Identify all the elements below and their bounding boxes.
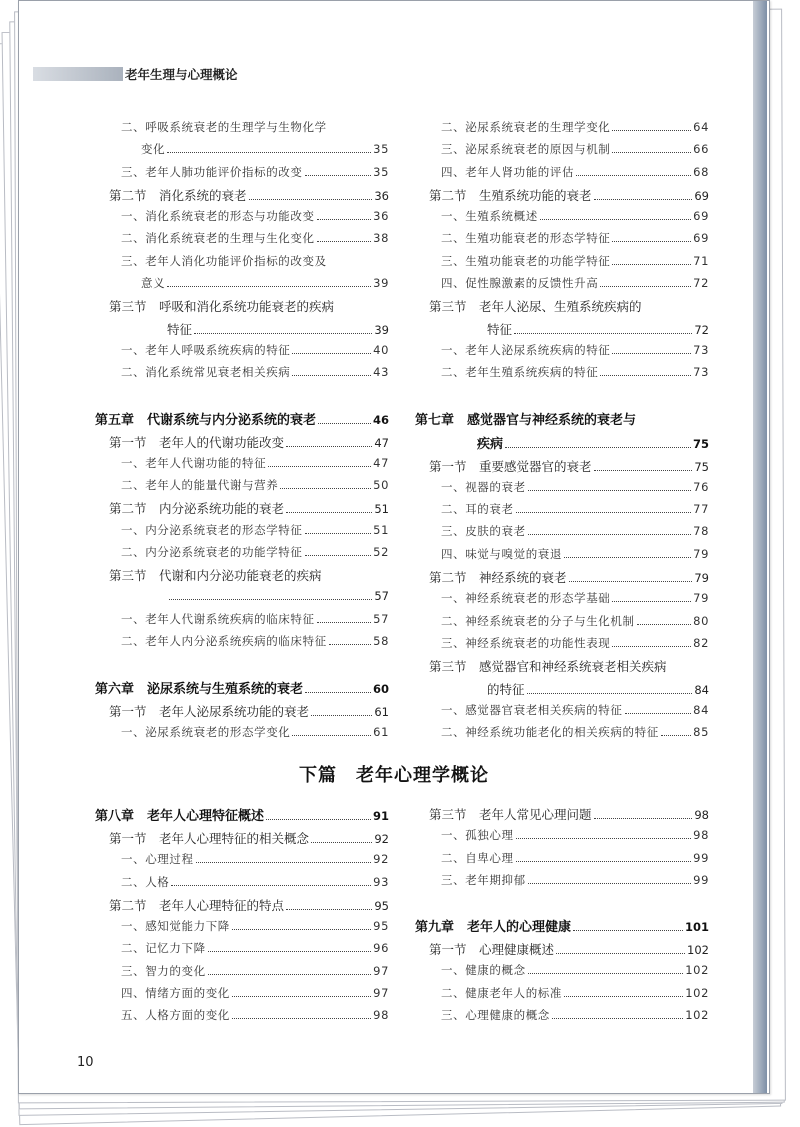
toc-entry-title: 三、老年人消化功能评价指标的改变及 bbox=[121, 253, 327, 268]
toc-page-number: 102 bbox=[685, 963, 709, 978]
toc-page-number: 43 bbox=[373, 365, 389, 380]
toc-page-number: 80 bbox=[693, 613, 709, 628]
toc-section-entry[interactable] bbox=[415, 457, 709, 479]
toc-entry-title: 第三节 老年人常见心理问题 bbox=[429, 807, 592, 822]
toc-leader-dots bbox=[305, 555, 372, 556]
page-number: 10 bbox=[77, 1055, 94, 1070]
toc-leader-dots bbox=[286, 446, 372, 447]
toc-leader-dots bbox=[171, 885, 371, 886]
toc-leader-dots bbox=[661, 735, 691, 736]
toc-item-entry[interactable] bbox=[415, 364, 709, 386]
toc-entry-title: 第三节 老年人泌尿、生殖系统疾病的 bbox=[429, 299, 642, 315]
toc-page-number: 84 bbox=[694, 682, 709, 697]
toc-item-entry[interactable] bbox=[95, 275, 389, 297]
book-page bbox=[18, 0, 770, 1094]
toc-item-entry[interactable] bbox=[415, 523, 709, 545]
toc-entry-title: 第二节 内分泌系统功能的衰老 bbox=[109, 501, 285, 517]
toc-item-entry[interactable] bbox=[415, 253, 709, 275]
toc-page-number: 60 bbox=[372, 681, 389, 696]
toc-page-number: 98 bbox=[693, 828, 709, 843]
toc-leader-dots bbox=[612, 353, 691, 354]
toc-entry-title: 二、神经系统衰老的分子与生化机制 bbox=[441, 613, 635, 628]
toc-page-number: 84 bbox=[693, 702, 709, 717]
toc-page-number: 91 bbox=[372, 809, 389, 823]
toc-leader-dots bbox=[527, 693, 693, 694]
toc-entry-title: 二、老年人的能量代谢与营养 bbox=[121, 478, 279, 493]
toc-section-entry[interactable] bbox=[95, 589, 389, 611]
toc-entry-title: 的特征 bbox=[487, 681, 525, 697]
toc-leader-dots bbox=[232, 996, 371, 997]
toc-entry-title: 第三节 感觉器官和神经系统衰老相关疾病 bbox=[429, 659, 667, 675]
toc-section-entry[interactable] bbox=[95, 702, 389, 724]
toc-leader-dots bbox=[292, 735, 371, 736]
toc-leader-dots bbox=[305, 692, 371, 693]
toc-leader-dots bbox=[612, 646, 691, 647]
toc-leader-dots bbox=[169, 599, 372, 600]
toc-page-number: 39 bbox=[374, 322, 389, 337]
toc-section-entry[interactable] bbox=[415, 186, 709, 208]
toc-entry-title: 特征 bbox=[167, 321, 193, 337]
toc-leader-dots bbox=[573, 930, 683, 931]
toc-leader-dots bbox=[280, 488, 371, 489]
toc-leader-dots bbox=[317, 241, 372, 242]
toc-item-entry[interactable] bbox=[95, 985, 389, 1007]
toc-item-entry[interactable] bbox=[95, 208, 389, 230]
toc-entry-title: 第一节 重要感觉器官的衰老 bbox=[429, 458, 592, 474]
toc-chapter-entry[interactable] bbox=[95, 805, 389, 829]
toc-item-entry[interactable] bbox=[415, 141, 709, 163]
toc-page-number: 68 bbox=[693, 164, 709, 179]
toc-page-number: 76 bbox=[693, 479, 709, 494]
toc-entry-title: 第二节 生殖系统功能的衰老 bbox=[429, 187, 592, 203]
toc-chapter-entry[interactable] bbox=[415, 916, 709, 940]
toc-leader-dots bbox=[505, 447, 691, 448]
toc-page-number: 95 bbox=[374, 898, 389, 913]
toc-leader-dots bbox=[317, 622, 372, 623]
toc-item-entry[interactable] bbox=[95, 611, 389, 633]
toc-entry-title: 第三节 代谢和内分泌功能衰老的疾病 bbox=[109, 568, 322, 584]
toc-gap bbox=[95, 387, 389, 409]
toc-page-number: 78 bbox=[693, 524, 709, 539]
toc-page-number: 85 bbox=[693, 725, 709, 740]
toc-entry-title: 一、生殖系统概述 bbox=[441, 209, 538, 224]
toc-item-entry[interactable] bbox=[415, 164, 709, 186]
toc-entry-title: 第一节 心理健康概述 bbox=[429, 942, 555, 958]
toc-item-entry[interactable] bbox=[415, 1007, 709, 1029]
toc-leader-dots bbox=[625, 713, 692, 714]
toc-item-entry[interactable] bbox=[415, 850, 709, 872]
toc-entry-title: 一、老年人代谢功能的特征 bbox=[121, 455, 267, 470]
toc-entry-title: 一、孤独心理 bbox=[441, 828, 514, 843]
toc-entry-title: 三、智力的变化 bbox=[121, 963, 206, 978]
toc-item-entry[interactable] bbox=[415, 501, 709, 523]
toc-page-number: 98 bbox=[694, 808, 709, 822]
toc-item-entry[interactable] bbox=[415, 275, 709, 297]
toc-leader-dots bbox=[540, 219, 691, 220]
toc-page-number: 50 bbox=[373, 478, 389, 493]
toc-item-entry[interactable] bbox=[95, 851, 389, 873]
toc-leader-dots bbox=[292, 353, 371, 354]
toc-page-number: 66 bbox=[693, 142, 709, 157]
toc-page-number: 35 bbox=[373, 142, 389, 157]
toc-leader-dots bbox=[318, 423, 371, 424]
toc-item-entry[interactable] bbox=[95, 230, 389, 252]
toc-page-number: 47 bbox=[374, 435, 389, 450]
toc-entry-title: 二、自卑心理 bbox=[441, 850, 514, 865]
toc-page-number: 97 bbox=[373, 986, 389, 1001]
toc-entry-title: 二、耳的衰老 bbox=[441, 502, 514, 517]
toc-leader-dots bbox=[612, 152, 691, 153]
toc-page-number: 92 bbox=[374, 832, 389, 846]
toc-leader-dots bbox=[528, 490, 691, 491]
toc-column-lower-left bbox=[95, 805, 389, 1030]
toc-leader-dots bbox=[266, 819, 371, 820]
toc-entry-title: 二、记忆力下降 bbox=[121, 941, 206, 956]
toc-leader-dots bbox=[637, 624, 692, 625]
toc-page-number: 64 bbox=[693, 120, 709, 134]
toc-chapter-entry[interactable] bbox=[95, 409, 389, 433]
toc-entry-title: 一、老年人呼吸系统疾病的特征 bbox=[121, 342, 291, 357]
toc-entry-title: 第八章 老年人心理特征概述 bbox=[95, 809, 265, 824]
toc-entry-title: 二、消化系统衰老的生理与生化变化 bbox=[121, 231, 315, 246]
toc-item-entry[interactable] bbox=[95, 940, 389, 962]
toc-entry-title: 第九章 老年人的心理健康 bbox=[415, 920, 572, 936]
toc-section-entry[interactable] bbox=[95, 829, 389, 851]
toc-page-number: 93 bbox=[373, 874, 389, 889]
toc-entry-title: 一、健康的概念 bbox=[441, 963, 526, 978]
toc-item-entry[interactable] bbox=[95, 141, 389, 163]
toc-leader-dots bbox=[194, 333, 372, 334]
toc-chapter-entry[interactable] bbox=[415, 433, 709, 457]
toc-entry-title: 二、老年生殖系统疾病的特征 bbox=[441, 365, 599, 380]
toc-chapter-entry[interactable] bbox=[415, 409, 709, 433]
toc-gap bbox=[415, 387, 709, 409]
toc-item-entry[interactable] bbox=[415, 702, 709, 724]
toc-entry-title: 疾病 bbox=[477, 436, 504, 452]
toc-page-number: 51 bbox=[373, 522, 389, 537]
toc-entry-title: 二、泌尿系统衰老的生理学变化 bbox=[441, 120, 611, 134]
toc-page-number: 69 bbox=[694, 188, 709, 203]
toc-leader-dots bbox=[612, 241, 691, 242]
toc-page-number: 98 bbox=[373, 1008, 389, 1023]
toc-entry-title: 五、人格方面的变化 bbox=[121, 1008, 230, 1023]
toc-page-number: 79 bbox=[694, 571, 709, 586]
toc-leader-dots bbox=[594, 818, 693, 819]
toc-leader-dots bbox=[552, 1018, 683, 1019]
toc-page-number: 79 bbox=[693, 546, 709, 561]
toc-entry-title: 一、内分泌系统衰老的形态学特征 bbox=[121, 522, 303, 537]
toc-entry-title: 第二节 老年人心理特征的特点 bbox=[109, 897, 285, 913]
toc-entry-title: 一、视器的衰老 bbox=[441, 479, 526, 494]
toc-page-number: 97 bbox=[373, 963, 389, 978]
toc-entry-title: 一、消化系统衰老的形态与功能改变 bbox=[121, 209, 315, 224]
toc-section-entry[interactable] bbox=[95, 297, 389, 319]
toc-page-number: 73 bbox=[693, 365, 709, 380]
toc-entry-title: 一、老年人代谢系统疾病的临床特征 bbox=[121, 611, 315, 626]
toc-page-number: 99 bbox=[693, 850, 709, 865]
toc-item-entry[interactable] bbox=[415, 479, 709, 501]
toc-entry-title: 二、消化系统常见衰老相关疾病 bbox=[121, 365, 291, 380]
toc-page-number: 102 bbox=[687, 943, 709, 958]
toc-entry-title: 第一节 老年人泌尿系统功能的衰老 bbox=[109, 703, 310, 719]
toc-entry-title: 四、情绪方面的变化 bbox=[121, 986, 230, 1001]
toc-leader-dots bbox=[514, 333, 692, 334]
toc-entry-title: 第一节 老年人的代谢功能改变 bbox=[109, 434, 285, 450]
toc-item-entry[interactable] bbox=[95, 633, 389, 655]
toc-leader-dots bbox=[569, 581, 693, 582]
toc-item-entry[interactable] bbox=[95, 724, 389, 746]
toc-page-number: 95 bbox=[373, 919, 389, 934]
toc-section-entry[interactable] bbox=[415, 805, 709, 827]
toc-leader-dots bbox=[564, 996, 683, 997]
toc-page-number: 82 bbox=[693, 635, 709, 650]
toc-entry-title: 二、生殖功能衰老的形态学特征 bbox=[441, 231, 611, 246]
toc-section-entry[interactable] bbox=[95, 566, 389, 588]
toc-page-number: 92 bbox=[373, 852, 389, 867]
toc-page-number: 102 bbox=[685, 985, 709, 1000]
toc-section-entry[interactable] bbox=[95, 499, 389, 521]
toc-item-entry[interactable] bbox=[95, 119, 389, 141]
toc-item-entry[interactable] bbox=[415, 230, 709, 252]
toc-leader-dots bbox=[249, 199, 373, 200]
toc-entry-title: 第七章 感觉器官与神经系统的衰老与 bbox=[415, 412, 637, 428]
toc-leader-dots bbox=[167, 286, 371, 287]
toc-page-number: 52 bbox=[373, 545, 389, 560]
running-header-title: 老年生理与心理概论 bbox=[125, 67, 238, 82]
toc-page-number: 79 bbox=[693, 591, 709, 606]
toc-leader-dots bbox=[612, 601, 691, 602]
toc-leader-dots bbox=[286, 512, 372, 513]
toc-item-entry[interactable] bbox=[415, 985, 709, 1007]
toc-item-entry[interactable] bbox=[415, 342, 709, 364]
toc-entry-title: 三、泌尿系统衰老的原因与机制 bbox=[441, 142, 611, 157]
toc-page-number: 39 bbox=[373, 276, 389, 291]
toc-entry-title: 一、老年人泌尿系统疾病的特征 bbox=[441, 342, 611, 357]
toc-item-entry[interactable] bbox=[415, 635, 709, 657]
toc-entry-title: 二、人格 bbox=[121, 874, 170, 889]
toc-leader-dots bbox=[292, 375, 371, 376]
toc-entry-title: 第五章 代谢系统与内分泌系统的衰老 bbox=[95, 412, 317, 428]
toc-page-number: 61 bbox=[373, 724, 389, 739]
toc-page-number: 72 bbox=[693, 276, 709, 291]
toc-leader-dots bbox=[594, 470, 693, 471]
toc-leader-dots bbox=[208, 974, 371, 975]
toc-leader-dots bbox=[576, 175, 691, 176]
toc-entry-title: 变化 bbox=[141, 142, 166, 157]
toc-page-number: 57 bbox=[373, 611, 389, 626]
toc-section-entry[interactable] bbox=[95, 186, 389, 208]
toc-page-number: 47 bbox=[373, 455, 389, 470]
header-decoration-bar bbox=[33, 67, 123, 81]
toc-page-number: 36 bbox=[374, 188, 389, 203]
toc-item-entry[interactable] bbox=[415, 724, 709, 746]
toc-column-lower-right bbox=[415, 805, 709, 1029]
toc-leader-dots bbox=[232, 929, 371, 930]
toc-entry-title: 第一节 老年人心理特征的相关概念 bbox=[109, 831, 310, 846]
toc-leader-dots bbox=[600, 286, 691, 287]
toc-section-entry[interactable] bbox=[415, 568, 709, 590]
toc-section-entry[interactable] bbox=[415, 320, 709, 342]
toc-entry-title: 二、健康老年人的标准 bbox=[441, 985, 562, 1000]
toc-entry-title: 第二节 消化系统的衰老 bbox=[109, 187, 247, 203]
toc-entry-title: 二、老年人内分泌系统疾病的临床特征 bbox=[121, 634, 327, 649]
toc-leader-dots bbox=[516, 512, 692, 513]
toc-page-number: 101 bbox=[684, 920, 709, 935]
toc-page-number: 69 bbox=[693, 231, 709, 246]
toc-entry-title: 四、味觉与嗅觉的衰退 bbox=[441, 546, 562, 561]
toc-entry-title: 三、老年期抑郁 bbox=[441, 872, 526, 887]
toc-entry-title: 四、老年人肾功能的评估 bbox=[441, 164, 575, 179]
toc-leader-dots bbox=[556, 953, 685, 954]
toc-leader-dots bbox=[516, 861, 692, 862]
toc-page-number: 73 bbox=[693, 342, 709, 357]
toc-page-number: 51 bbox=[374, 502, 389, 517]
toc-section-entry[interactable] bbox=[95, 896, 389, 918]
toc-item-entry[interactable] bbox=[95, 963, 389, 985]
toc-page-number: 61 bbox=[374, 704, 389, 719]
toc-entry-title: 一、感知觉能力下降 bbox=[121, 919, 230, 934]
toc-page-number: 102 bbox=[685, 1008, 709, 1023]
toc-leader-dots bbox=[612, 130, 691, 131]
toc-entry-title: 一、神经系统衰老的形态学基础 bbox=[441, 591, 611, 606]
toc-section-entry[interactable] bbox=[415, 297, 709, 319]
toc-item-entry[interactable] bbox=[415, 546, 709, 568]
toc-leader-dots bbox=[208, 951, 371, 952]
toc-item-entry[interactable] bbox=[95, 342, 389, 364]
toc-leader-dots bbox=[311, 842, 372, 843]
toc-page-number: 72 bbox=[694, 322, 709, 337]
toc-page-number: 75 bbox=[694, 459, 709, 474]
toc-item-entry[interactable] bbox=[95, 522, 389, 544]
toc-entry-title: 一、泌尿系统衰老的形态学变化 bbox=[121, 724, 291, 739]
toc-item-entry[interactable] bbox=[95, 455, 389, 477]
toc-entry-title: 三、生殖功能衰老的功能学特征 bbox=[441, 253, 611, 268]
toc-entry-title: 意义 bbox=[141, 276, 166, 291]
toc-item-entry[interactable] bbox=[415, 872, 709, 894]
toc-leader-dots bbox=[311, 715, 372, 716]
toc-page-number: 71 bbox=[693, 253, 709, 268]
toc-entry-title: 二、神经系统功能老化的相关疾病的特征 bbox=[441, 725, 659, 740]
toc-leader-dots bbox=[329, 644, 371, 645]
toc-leader-dots bbox=[167, 152, 371, 153]
toc-entry-title: 第三节 呼吸和消化系统功能衰老的疾病 bbox=[109, 299, 335, 315]
toc-entry-title: 特征 bbox=[487, 321, 513, 337]
toc-item-entry[interactable] bbox=[95, 164, 389, 186]
toc-leader-dots bbox=[612, 264, 691, 265]
toc-leader-dots bbox=[528, 883, 691, 884]
toc-gap bbox=[415, 894, 709, 916]
toc-item-entry[interactable] bbox=[95, 874, 389, 896]
toc-leader-dots bbox=[232, 1018, 371, 1019]
toc-item-entry[interactable] bbox=[415, 827, 709, 849]
toc-page-number: 40 bbox=[373, 342, 389, 357]
toc-entry-title: 第六章 泌尿系统与生殖系统的衰老 bbox=[95, 681, 304, 697]
toc-section-entry[interactable] bbox=[95, 433, 389, 455]
toc-chapter-entry[interactable] bbox=[95, 678, 389, 702]
toc-leader-dots bbox=[268, 466, 371, 467]
toc-leader-dots bbox=[516, 838, 692, 839]
toc-page-number: 57 bbox=[374, 588, 389, 603]
toc-leader-dots bbox=[594, 199, 693, 200]
toc-entry-title: 三、老年人肺功能评价指标的改变 bbox=[121, 164, 303, 179]
page-edge-stripe bbox=[749, 1, 769, 1093]
toc-page-number: 38 bbox=[373, 231, 389, 246]
toc-entry-title: 四、促性腺激素的反馈性升高 bbox=[441, 276, 599, 291]
toc-item-entry[interactable] bbox=[415, 962, 709, 984]
toc-page-number: 46 bbox=[372, 412, 389, 427]
toc-section-entry[interactable] bbox=[95, 320, 389, 342]
toc-leader-dots bbox=[528, 973, 684, 974]
toc-entry-title: 第二节 神经系统的衰老 bbox=[429, 570, 567, 586]
toc-item-entry[interactable] bbox=[95, 253, 389, 275]
toc-leader-dots bbox=[564, 557, 691, 558]
toc-section-entry[interactable] bbox=[415, 680, 709, 702]
part-heading: 下篇 老年心理学概论 bbox=[299, 765, 489, 786]
toc-section-entry[interactable] bbox=[415, 940, 709, 962]
toc-column-upper-left bbox=[95, 119, 389, 746]
toc-entry-title: 一、心理过程 bbox=[121, 852, 194, 867]
toc-item-entry[interactable] bbox=[415, 208, 709, 230]
toc-leader-dots bbox=[305, 533, 372, 534]
toc-item-entry[interactable] bbox=[415, 590, 709, 612]
toc-item-entry[interactable] bbox=[415, 613, 709, 635]
toc-section-entry[interactable] bbox=[415, 657, 709, 679]
toc-page-number: 69 bbox=[693, 209, 709, 224]
toc-leader-dots bbox=[317, 219, 372, 220]
toc-page-number: 99 bbox=[693, 872, 709, 887]
toc-gap bbox=[95, 656, 389, 678]
toc-leader-dots bbox=[600, 375, 691, 376]
toc-page-number: 77 bbox=[693, 502, 709, 517]
toc-entry-title: 二、呼吸系统衰老的生理学与生物化学 bbox=[121, 120, 327, 134]
toc-page-number: 36 bbox=[373, 209, 389, 224]
toc-leader-dots bbox=[305, 175, 372, 176]
toc-column-upper-right bbox=[415, 119, 709, 746]
toc-item-entry[interactable] bbox=[95, 364, 389, 386]
toc-page-number: 35 bbox=[373, 164, 389, 179]
toc-entry-title: 三、皮肤的衰老 bbox=[441, 524, 526, 539]
toc-page-number: 96 bbox=[373, 941, 389, 956]
toc-entry-title: 三、心理健康的概念 bbox=[441, 1008, 550, 1023]
toc-item-entry[interactable] bbox=[95, 544, 389, 566]
toc-page-number: 75 bbox=[692, 436, 709, 451]
toc-item-entry[interactable] bbox=[95, 918, 389, 940]
toc-leader-dots bbox=[196, 862, 372, 863]
toc-page-number: 58 bbox=[373, 634, 389, 649]
toc-entry-title: 三、神经系统衰老的功能性表现 bbox=[441, 635, 611, 650]
toc-entry-title: 一、感觉器官衰老相关疾病的特征 bbox=[441, 702, 623, 717]
toc-item-entry[interactable] bbox=[95, 477, 389, 499]
toc-item-entry[interactable] bbox=[95, 1007, 389, 1029]
toc-leader-dots bbox=[286, 909, 372, 910]
toc-item-entry[interactable] bbox=[415, 119, 709, 141]
toc-entry-title: 二、内分泌系统衰老的功能学特征 bbox=[121, 545, 303, 560]
toc-leader-dots bbox=[528, 534, 691, 535]
